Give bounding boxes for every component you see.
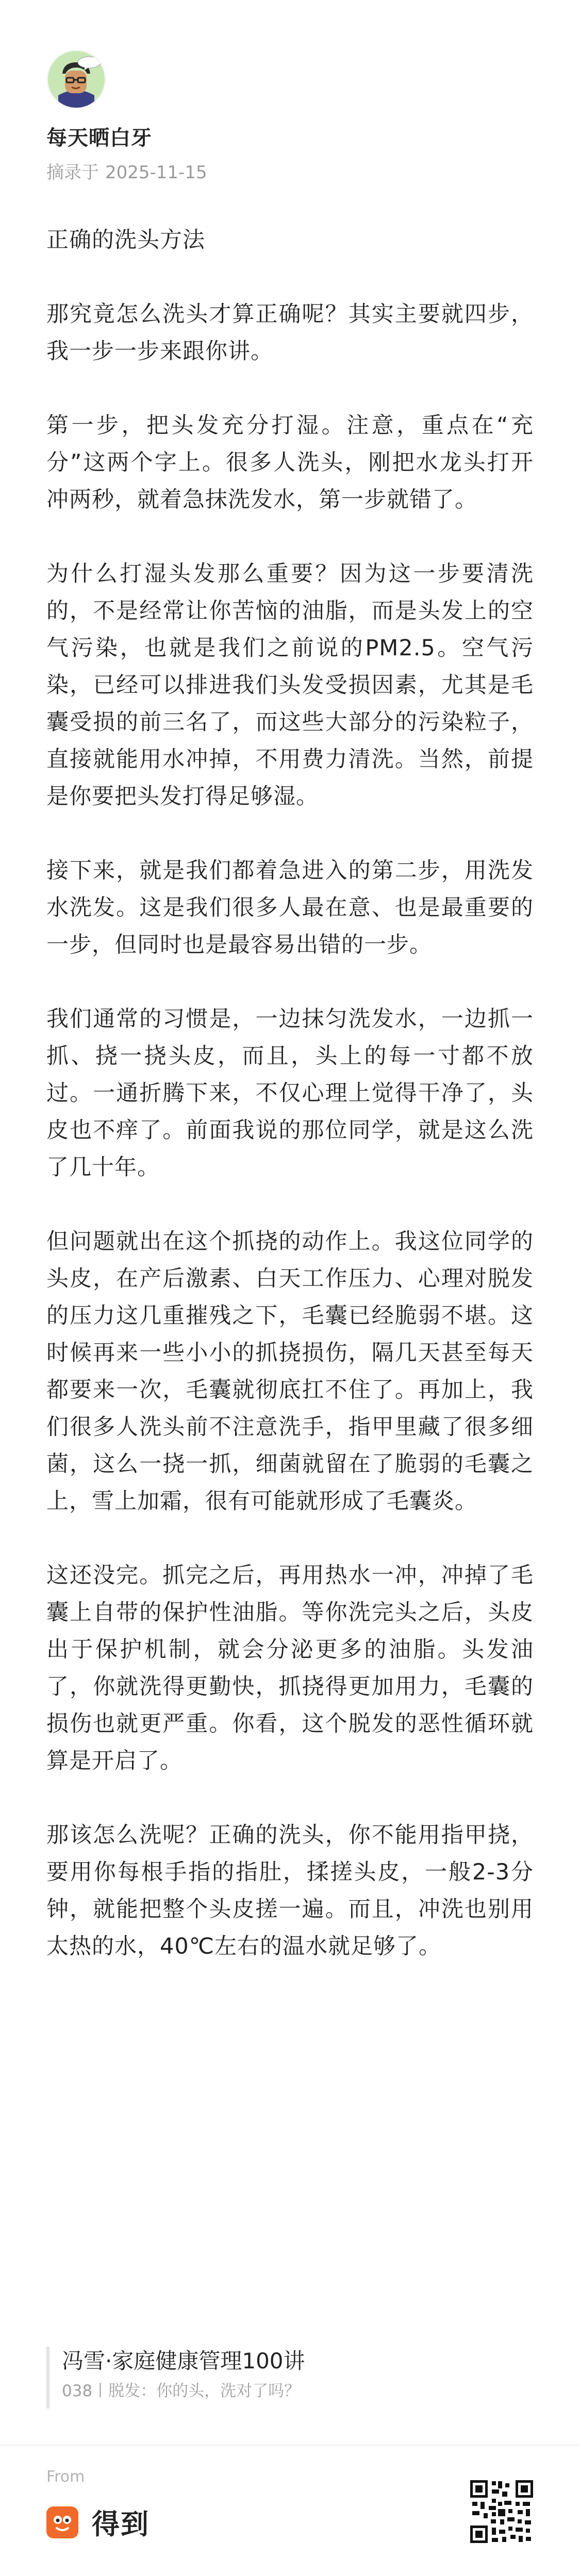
qr-code-icon[interactable] — [468, 2478, 535, 2545]
author-avatar[interactable] — [46, 49, 106, 109]
source-course-title: 冯雪·家庭健康管理100讲 — [62, 2348, 305, 2374]
from-label: From — [46, 2468, 85, 2486]
brand — [46, 2502, 150, 2542]
article-paragraph: 我们通常的习惯是，一边抹匀洗发水，一边抓一抓、挠一挠头皮，而且，头上的每一寸都不放过。一通折腾下来，不仅心理上觉得干净了，头皮也不痒了。前面我说的那位同学，就是这么洗了几十年。 — [46, 1006, 534, 1180]
article-paragraph: 为什么打湿头发那么重要？因为这一步要清洗的，不是经常让你苦恼的油脂，而是头发上的空气污染，也就是我们之前说的PM2.5。空气污染，已经可以排进我们头发受损因素，尤其是毛囊受损的前三名了，而这些大部分的污染粒子，直接就能用水冲掉，不用费力清洗。当然，前提是你要把头发打得足够湿。 — [46, 561, 534, 809]
article-paragraph: 这还没完。抓完之后，再用热水一冲，冲掉了毛囊上自带的保护性油脂。等你洗完头之后，头皮出于保护机制，就会分泌更多的油脂。头发油了，你就洗得更勤快，抓挠得更加用力，毛囊的损伤也就更严重。你看，这个脱发的恶性循环就算是开启了。 — [46, 1563, 534, 1774]
article-header — [46, 49, 207, 183]
excerpt-date: 2025-11-15 — [105, 162, 207, 183]
article-paragraph: 第一步，把头发充分打湿。注意，重点在“充分”这两个字上。很多人洗头，刚把水龙头打开冲两秒，就着急抹洗发水，第一步就错了。 — [46, 413, 534, 513]
article-paragraph: 但问题就出在这个抓挠的动作上。我这位同学的头皮，在产后激素、白天工作压力、心理对脱发的压力这几重摧残之下，毛囊已经脆弱不堪。这时候再来一些小小的抓挠损伤，隔几天甚至每天都要来一次，毛囊就彻底扛不住了。再加上，我们很多人洗头前不注意洗手，指甲里藏了很多细菌，这么一挠一抓，细菌就留在了脆弱的毛囊之上，雪上加霜，很有可能就形成了毛囊炎。 — [46, 1229, 534, 1514]
source-card[interactable] — [46, 2347, 534, 2409]
avatar-cartoon-icon — [48, 51, 105, 108]
author-name[interactable]: 每天晒白牙 — [46, 126, 152, 150]
article-paragraph: 接下来，就是我们都着急进入的第二步，用洗发水洗发。这是我们很多人最在意、也是最重要的一步，但同时也是最容易出错的一步。 — [46, 858, 534, 958]
excerpt-label: 摘录于 — [46, 162, 99, 183]
source-lesson-title: 038丨脱发：你的头，洗对了吗？ — [62, 2382, 301, 2400]
footer-divider — [0, 2445, 580, 2446]
excerpt-meta — [46, 158, 207, 183]
brand-name: 得到 — [92, 2508, 150, 2540]
dedao-logo-icon — [46, 2506, 78, 2538]
article-paragraph: 那该怎么洗呢？正确的洗头，你不能用指甲挠，要用你每根手指的指肚，揉搓头皮，一般2-3分钟，就能把整个头皮搓一遍。而且，冲洗也别用太热的水，40℃左右的温水就足够了。 — [46, 1822, 534, 1959]
article-paragraph: 那究竟怎么洗头才算正确呢？其实主要就四步，我一步一步来跟你讲。 — [46, 301, 534, 364]
article-title: 正确的洗头方法 — [46, 227, 205, 253]
article-body — [46, 222, 534, 1965]
